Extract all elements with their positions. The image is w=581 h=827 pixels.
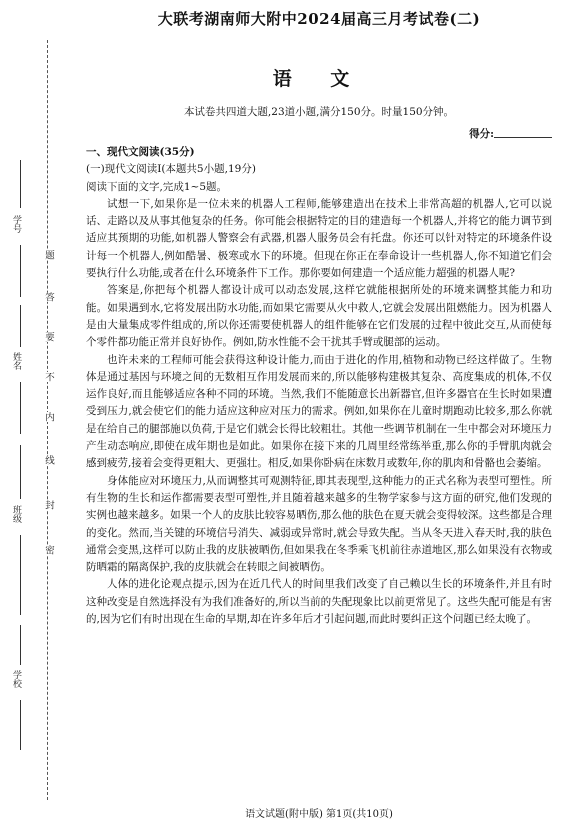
class-label: 班级 — [11, 505, 21, 523]
series-title: 大联考湖南师大附中2024届高三月考试卷(二) — [157, 10, 481, 28]
seal-char: 封 — [43, 500, 54, 510]
student-id-blank — [20, 160, 21, 208]
student-id-label: 学号 — [11, 215, 21, 233]
section-heading: 一、现代文阅读(35分) — [86, 146, 195, 158]
instruction: 阅读下面的文字,完成1~5题。 — [86, 180, 227, 193]
paragraph: 人体的进化论观点提示,因为在近几代人的时间里我们改变了自己赖以生长的环境条件,并且有时这种改变是自然选择没有为我们准备好的,所以当前的失配现象比以前更常见了。这些失配可能是有害的,因为它们有时出现在生命的早期,却在许多年后才引起问题,而此时要纠正这个问题已经太晚了。 — [86, 578, 552, 626]
subject-title: 语 文 — [272, 68, 366, 90]
school-label: 学校 — [11, 670, 21, 688]
reading-section — [86, 144, 552, 628]
seal-char: 答 — [43, 292, 54, 302]
name-blank-2 — [20, 382, 21, 434]
paragraph: 也许未来的工程师可能会获得这种设计能力,而由于进化的作用,植物和动物已经这样做了。生物体是通过基因与环境之间的无数相互作用发展而来的,所以能够构建极其复杂、高度集成的机体,不仅运作良好,而且能够适应各种不同的环境。当然,我们不能随意长出新器官,但许多器官在生长时如果遭受到压力,就会使它们的能力适应这种应对压力的需求。例如,如果你在儿童时期跑动比较多,那么你就是在给自己的腿部施以负荷,于是它们就会长得比较粗壮。其他一些调节机制在一生中都会对环境压力产生动态响应,即使在成年期也是如此。如果你在接下来的几周里经常练举重,那么你的手臂肌肉就会感到疲劳,接着会变得更粗大、更强壮。相反,如果你卧病在床数月或数年,你的肌肉和骨骼也会萎缩。 — [86, 353, 552, 470]
seal-char: 题 — [43, 250, 54, 260]
seal-char: 不 — [43, 372, 54, 382]
name-blank — [20, 305, 21, 347]
paragraph: 答案是,你把每个机器人都设计成可以动态发展,这样它就能根据所处的环境来调整其能力和功能。如果遇到水,它将发展出防水功能,而如果它需要从火中救人,它就会发展出阻燃能力。因为机器人是由大量集成零件组成的,所以你还需要使机器人的组件能够在它们发展的过程中彼此交互,从而使每个零件都功能正常并良好协作。例如,防水性能不会干扰其手臂或腿部的运动。 — [86, 284, 552, 349]
school-blank-2 — [20, 700, 21, 750]
school-blank — [20, 625, 21, 665]
score-blank — [494, 127, 552, 138]
page-footer: 语文试题(附中版) 第1页(共10页) — [245, 809, 393, 820]
paragraph: 身体能应对环境压力,从而调整其可观测特征,即其表现型,这种能力的正式名称为表型可塑性。所有生物的生长和运作都需要表型可塑性,并且随着越来越多的生物学家参与这方面的研究,他们发现的实例也越来越多。如果一个人的皮肤比较容易晒伤,那么他的肤色在夏天就会变得较深。这些都是合理的变化。然而,当关键的环境信号消失、减弱或异常时,就会导致失配。当从冬天进入春天时,我的肤色通常会变黑,这样可以防止我的皮肤被晒伤,但如果我在冬季乘飞机前往赤道地区,那么如果没有衣物或防晒霜的隔离保护,我的皮肤就会在转眼之间被晒伤。 — [86, 474, 552, 574]
class-blank-2 — [20, 535, 21, 615]
exam-info: 本试卷共四道大题,23道小题,满分150分。时量150分钟。 — [183, 106, 455, 118]
paragraph: 试想一下,如果你是一位未来的机器人工程师,能够建造出在技术上非常高超的机器人,它可以说话、走路以及从事其他复杂的任务。你可能会根据特定的目的建造每一个机器人,并将它的能力调节到适应其预期的功能,如机器人警察会有武器,机器人服务员会有托盘。你还可以针对特定的环境条件设计每一个机器人,例如酷暑、极寒或水下的环境。但现在你正在奉命设计一些机器人,你不知道它们会要执行什么功能,或者在什么环境条件下工作。那你要如何建造一个适应能力超强的机器人呢? — [86, 197, 552, 280]
seal-char: 要 — [43, 332, 54, 342]
class-blank — [20, 445, 21, 499]
seal-char: 内 — [43, 412, 54, 422]
score-label: 得分: — [469, 128, 494, 140]
name-label: 姓名 — [11, 352, 21, 370]
part-heading: (一)现代文阅读Ⅰ(本题共5小题,19分) — [86, 163, 256, 176]
seal-char: 线 — [43, 455, 54, 465]
seal-char: 密 — [43, 545, 54, 555]
binding-margin — [0, 0, 62, 827]
student-id-blank-2 — [20, 245, 21, 297]
score-field — [469, 126, 552, 141]
